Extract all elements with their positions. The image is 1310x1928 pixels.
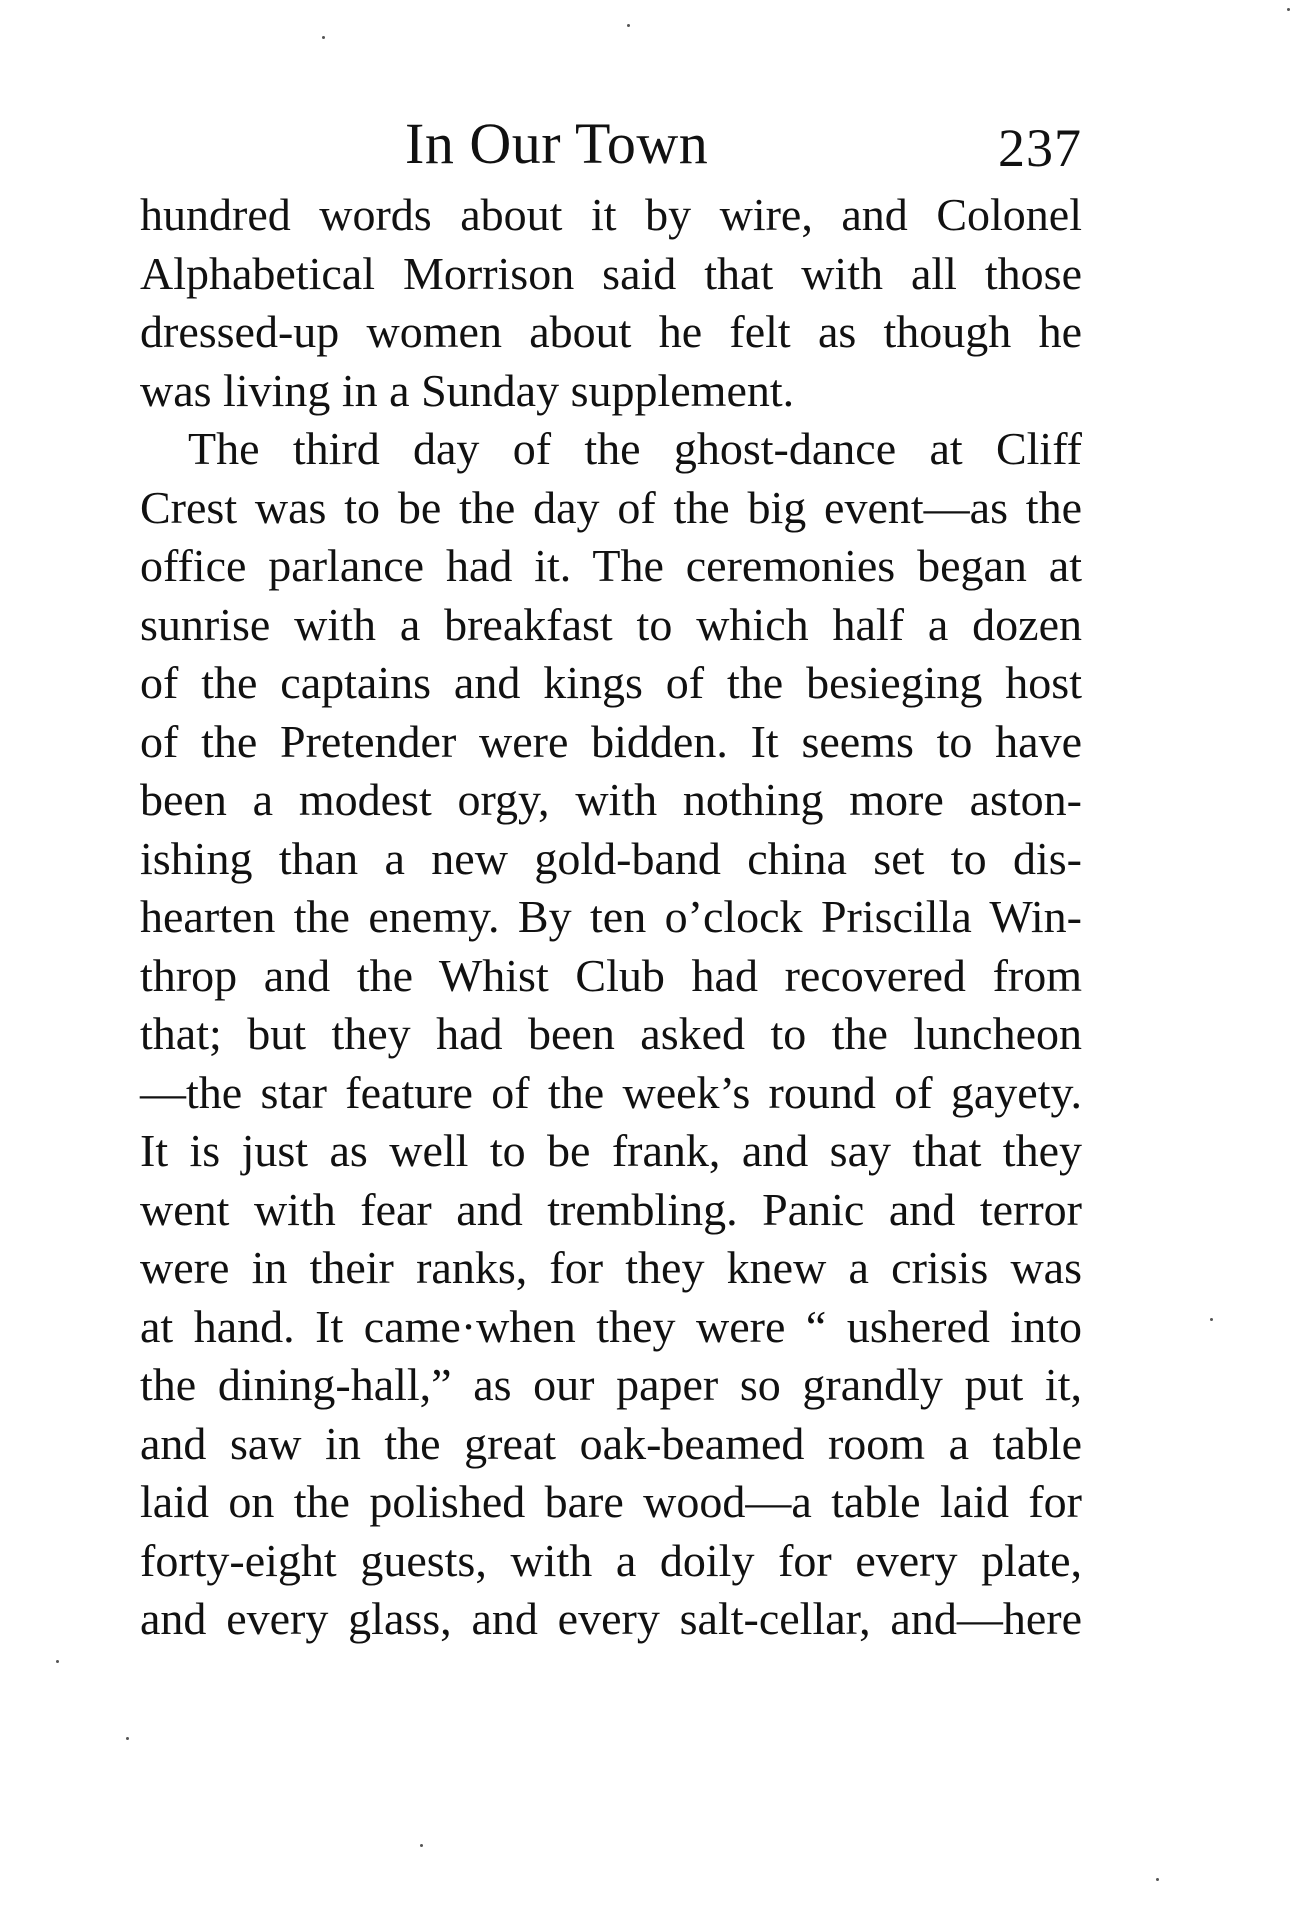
scan-speck [1210, 1318, 1213, 1321]
text-line: been a modest orgy, with nothing more aston- [140, 774, 1082, 825]
text-line: forty-eight guests, with a doily for every plate, [140, 1534, 1082, 1586]
text-line: were in their ranks, for they knew a crisis was [140, 1242, 1082, 1293]
text-line: of the Pretender were bidden. It seems to have [140, 715, 1082, 767]
text-line: at hand. It came·when they were “ ushered into [140, 1300, 1082, 1352]
scan-speck [627, 24, 630, 27]
running-title: In Our Town [405, 111, 709, 176]
text-line: ishing than a new gold-band china set to dis- [140, 832, 1082, 884]
text-line: The third day of the ghost-dance at Cliff [188, 423, 1082, 474]
text-line: sunrise with a breakfast to which half a dozen [140, 598, 1082, 650]
body-text [140, 186, 1082, 1649]
scan-speck [126, 1737, 129, 1740]
text-line: of the captains and kings of the besieging host [140, 657, 1082, 708]
page-number: 237 [998, 118, 1082, 178]
scan-speck [56, 1660, 59, 1663]
text-line: It is just as well to be frank, and say that they [140, 1125, 1082, 1176]
text-line: Crest was to be the day of the big event—as the [140, 481, 1082, 533]
text-line: was living in a Sunday supplement. [140, 364, 795, 416]
text-line: throp and the Whist Club had recovered from [140, 949, 1082, 1001]
text-line: and every glass, and every salt-cellar, and—here [140, 1593, 1082, 1644]
text-line: that; but they had been asked to the luncheon [140, 1008, 1082, 1059]
text-line: and saw in the great oak-beamed room a table [140, 1417, 1082, 1469]
text-line: hearten the enemy. By ten o’clock Priscilla Win- [140, 891, 1082, 942]
text-line: went with fear and trembling. Panic and terror [140, 1183, 1082, 1235]
running-head [140, 104, 1082, 184]
scan-speck [1156, 1878, 1159, 1881]
text-line: hundred words about it by wire, and Colonel [140, 189, 1082, 240]
text-line: —the star feature of the week’s round of gayety. [140, 1066, 1082, 1118]
scan-speck [322, 36, 325, 39]
scan-speck [420, 1844, 423, 1847]
text-line: dressed-up women about he felt as though he [140, 306, 1082, 357]
text-line: office parlance had it. The ceremonies began at [140, 540, 1082, 591]
text-line: Alphabetical Morrison said that with all those [140, 247, 1082, 299]
scan-speck [1287, 8, 1290, 11]
text-line: the dining-hall,” as our paper so grandly put it, [140, 1359, 1082, 1410]
text-line: laid on the polished bare wood—a table laid for [140, 1476, 1082, 1527]
